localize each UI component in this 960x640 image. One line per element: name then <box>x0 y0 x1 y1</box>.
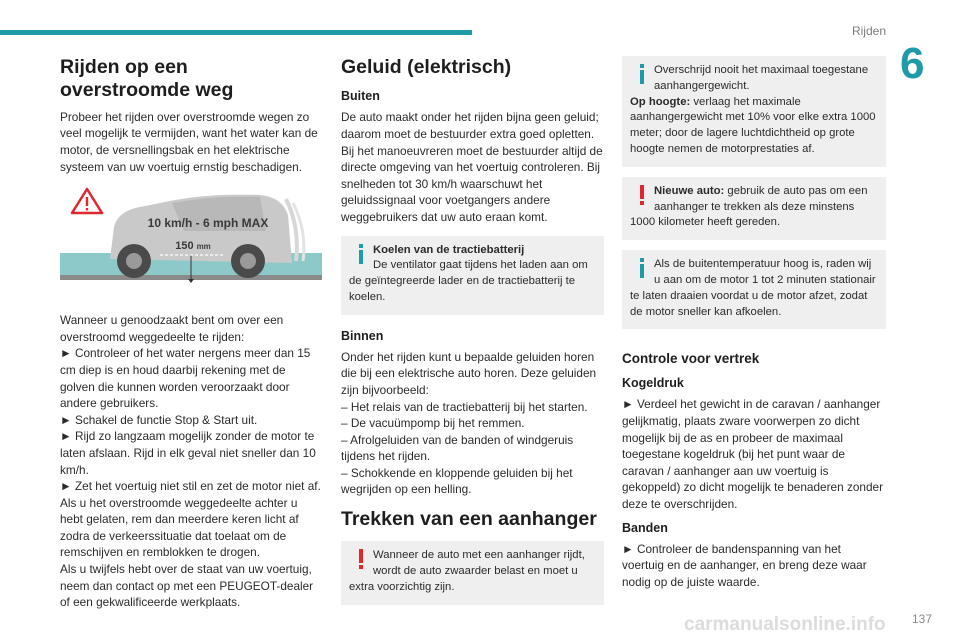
flooded-road-intro: Probeer het rijden over overstroomde wegen zo veel mogelijk te vermijden, want het water kan de motor, de versnellingsbak en het elektrische systeem van uw voertuig ernstig beschadigen. <box>60 109 318 174</box>
flooded-line-no-stop: ► Zet het voertuig niet stil en zet de motor niet af. <box>60 479 321 494</box>
water-depth-label: 150 mm <box>175 240 211 253</box>
flooded-line-stop-start: ► Schakel de functie Stop & Start uit. <box>60 412 258 427</box>
flooded-line-dealer: Als u twijfels hebt over de staat van uw voertuig, neem dan contact op met een PEUGEOT-dealer of een gekwalificeerde werkplaats. <box>60 562 314 610</box>
warning-icon <box>354 549 368 569</box>
outside-heading: Buiten <box>341 89 380 104</box>
info-box-cooling <box>341 236 604 315</box>
info-icon <box>635 64 649 84</box>
altitude-label: Op hoogte: <box>630 95 691 108</box>
temperature-text-1: Als de buitentemperatuur hoog is, raden wij u aan om de motor 1 tot 2 minuten stationair <box>654 258 876 286</box>
flooded-line-intro: Wanneer u genoodzaakt bent om over een overstroomd weggedeelte te rijden: <box>60 313 284 344</box>
cooling-text-2: de geïntegreerde lader en de tractiebatterij te koelen. <box>349 275 576 303</box>
towing-title: Trekken van een aanhanger <box>341 508 597 531</box>
header-accent-bar <box>0 30 472 35</box>
column-towing-cont <box>622 56 886 590</box>
cooling-title: Koelen van de tractiebatterij <box>373 243 525 256</box>
temperature-text-2: te laten draaien voordat u de motor afzet, zodat de motor sneller kan afkoelen. <box>630 289 868 318</box>
inside-line-intro: Onder het rijden kunt u bepaalde geluiden horen die bij een elektrische auto horen. Deze geluiden zijn bijvoorbeeld: <box>341 349 597 397</box>
column-flooded-road <box>60 56 322 611</box>
banden-text: ► Controleer de bandenspanning van het voertuig en de aanhanger, en breng deze waar nodig op de juiste waarde. <box>622 541 867 589</box>
chapter-number: 6 <box>900 39 925 88</box>
altitude-text: verlaag het maximale aanhangergewicht met 10% voor elke extra 1000 meter; door de lagere luchtdichtheid op grote hoogte nemen de motorprestaties af. <box>630 95 876 155</box>
warning-box-new-car <box>622 177 886 240</box>
kogeldruk-heading: Kogeldruk <box>622 376 684 391</box>
column-sound <box>341 56 604 615</box>
speed-limit-label: 10 km/h - 6 mph MAX <box>147 216 269 231</box>
flooded-road-illustration <box>60 187 322 297</box>
sound-title: Geluid (elektrisch) <box>341 56 512 78</box>
page-number: 137 <box>911 612 932 626</box>
new-car-label: Nieuwe auto: <box>654 184 725 197</box>
flooded-road-title: Rijden op een overstroomde weg <box>60 56 234 102</box>
info-icon <box>354 244 368 264</box>
info-box-max-weight <box>622 56 886 167</box>
kogeldruk-text: ► Verdeel het gewicht in de caravan / aanhanger gelijkmatig, plaats zware voorwerpen zo dicht mogelijk bij de as en probeer de maximaal toegestane kogeldruk (bij het punt waar de caravan / aanhanger aan uw voertuig is gekoppeld) zo dicht mogelijk te benaderen zonder deze te overschrijden. <box>622 397 884 511</box>
outside-text: De auto maakt onder het rijden bijna geen geluid; daarom moet de bestuurder extra goed opletten. Bij het manoeuvreren moet de bestuurder altijd de directe omgeving van het voertuig controleren. Bij snelheden tot 30 km/h waarschuwt het geluidssignaal voor voetgangers andere weggebruikers dat uw auto eraan komt. <box>341 110 603 224</box>
new-car-text-2: 1000 kilometer heeft gereden. <box>630 216 781 229</box>
flooded-line-slow: ► Rijd zo langzaam mogelijk zonder de motor te laten afslaan. Rijd in elk geval niet sneller dan 10 km/h. <box>60 429 316 477</box>
flooded-line-check-depth: ► Controleer of het water nergens meer dan 15 cm diep is en houd daarbij rekening met de golven die kunnen worden veroorzaakt door andere gebruikers. <box>60 346 311 411</box>
new-car-text-1: gebruik de auto pas om een aanhanger te trekken als deze minstens <box>654 184 868 213</box>
info-icon <box>635 258 649 278</box>
warning-icon <box>635 185 649 205</box>
max-weight-text: Overschrijd nooit het maximaal toegestane aanhangergewicht. <box>654 64 869 92</box>
flooded-line-brake: Als u het overstroomde weggedeelte achter u hebt gelaten, rem dan meerdere keren licht af zodra de verkeerssituatie dat toelaat om de remschijven en remblokken te drogen. <box>60 495 299 560</box>
inside-heading: Binnen <box>341 328 384 343</box>
inside-line-vacuum: – De vacuümpomp bij het remmen. <box>341 416 525 431</box>
inside-line-knocking: – Schokkende en kloppende geluiden bij het wegrijden op een helling. <box>341 465 573 497</box>
banden-heading: Banden <box>622 520 668 535</box>
inside-line-tyres: – Afrolgeluiden van de banden of windgeruis tijdens het rijden. <box>341 432 574 464</box>
towing-warning-text-1: Wanneer de auto met een aanhanger rijdt, wordt de auto zwaarder belast en moet u <box>373 549 585 578</box>
info-box-temperature <box>622 250 886 329</box>
towing-warning-text-2: extra voorzichtig zijn. <box>349 581 455 594</box>
controle-title: Controle voor vertrek <box>622 351 760 367</box>
inside-line-relay: – Het relais van de tractiebatterij bij het starten. <box>341 399 588 414</box>
warning-box-towing <box>341 541 604 604</box>
section-label: Rijden <box>851 24 886 38</box>
watermark: carmanualsonline.info <box>684 614 886 635</box>
cooling-text-1: De ventilator gaat tijdens het laden aan om <box>373 259 588 272</box>
